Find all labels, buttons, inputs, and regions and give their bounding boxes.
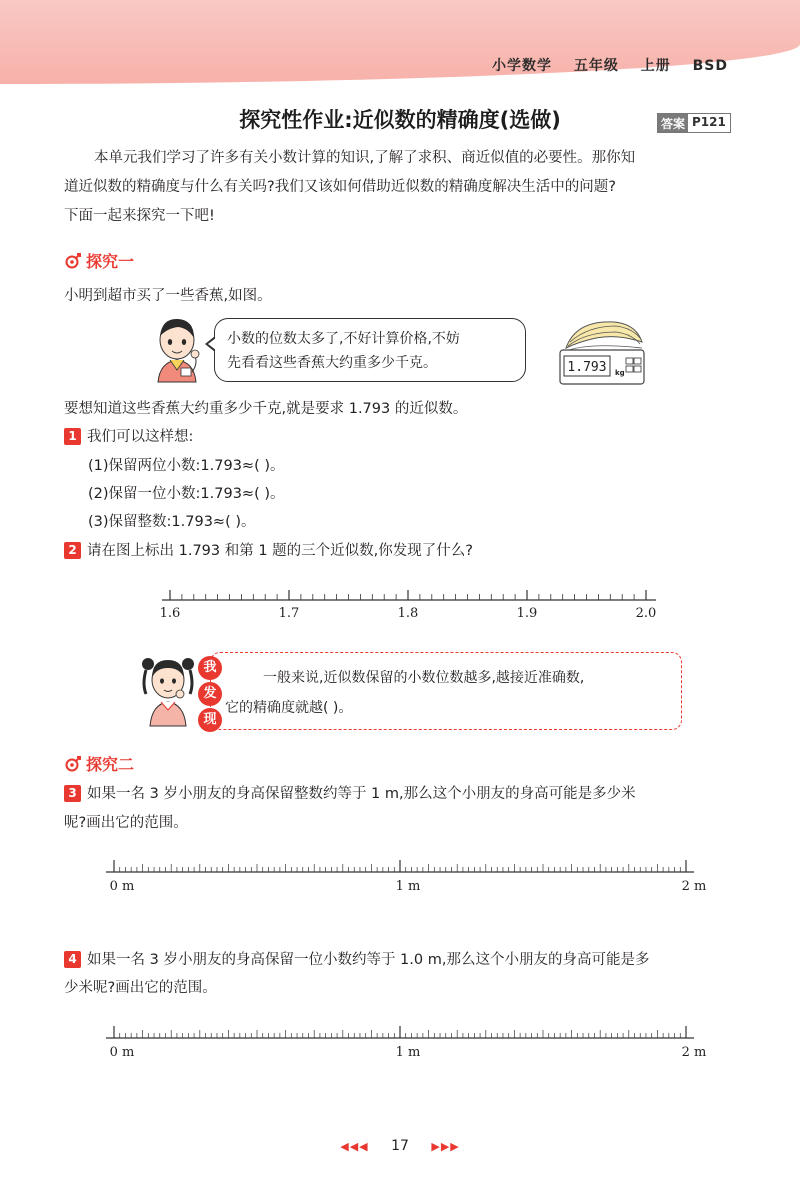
section-1-title: 探究一 (86, 252, 135, 271)
discover-tag (198, 656, 224, 732)
discover-tag-char-3: 现 (198, 708, 222, 732)
ruler-1-label: 2 m (681, 879, 707, 894)
number-line-label: 1.8 (397, 606, 419, 621)
answer-tag-page: P121 (688, 114, 730, 132)
header-edition: BSD (692, 58, 728, 74)
question-2-text: 请在图上标出 1.793 和第 1 题的三个近似数,你发现了什么? (87, 543, 473, 559)
discover-line-2: 它的精确度就越( )。 (225, 700, 353, 716)
discover-box (210, 652, 682, 730)
question-3 (64, 782, 636, 803)
answer-tag-label: 答案 (658, 114, 688, 132)
girl-illustration (138, 650, 198, 728)
scale-display-value: 1.793 (567, 360, 607, 375)
question-1-item-3: (3)保留整数:1.793≈( )。 (88, 514, 256, 530)
explore-icon (64, 755, 82, 773)
discover-tag-char-2: 发 (198, 682, 222, 706)
question-1-item-1: (1)保留两位小数:1.793≈( )。 (88, 458, 285, 474)
number-line-label: 1.9 (516, 606, 538, 621)
intro-line-3: 下面一起来探究一下吧! (64, 208, 215, 224)
number-line-label: 1.6 (159, 606, 181, 621)
intro-line-1: 本单元我们学习了许多有关小数计算的知识,了解了求积、商近似值的必要性。那你知 (94, 150, 636, 166)
ruler-2-label: 0 m (109, 1045, 135, 1060)
question-4 (64, 948, 649, 969)
question-3-line-1: 如果一名 3 岁小朋友的身高保留整数约等于 1 m,那么这个小朋友的身高可能是多少米 (87, 786, 636, 802)
question-1-badge: 1 (64, 428, 81, 445)
requirement-line: 要想知道这些香蕉大约重多少千克,就是要求 1.793 的近似数。 (64, 401, 468, 417)
page-number: 17 (391, 1138, 409, 1154)
left-arrows-icon: ◀◀◀ (340, 1140, 369, 1153)
discover-tag-char-1: 我 (198, 656, 222, 680)
ruler-1-label: 1 m (395, 879, 421, 894)
story-line: 小明到超市买了一些香蕉,如图。 (64, 288, 272, 304)
question-1-text: 我们可以这样想: (87, 429, 194, 445)
header-volume: 上册 (640, 58, 671, 74)
number-line-label: 2.0 (635, 606, 657, 621)
question-4-line-2: 少米呢?画出它的范围。 (64, 980, 217, 996)
section-2-heading (64, 752, 134, 775)
bubble-line-1: 小数的位数太多了,不好计算价格,不妨 (227, 331, 460, 347)
ruler-2-label: 2 m (681, 1045, 707, 1060)
question-4-line-1: 如果一名 3 岁小朋友的身高保留一位小数约等于 1.0 m,那么这个小朋友的身高可能是多 (87, 952, 650, 968)
header-grade: 五年级 (573, 58, 619, 74)
question-2-badge: 2 (64, 542, 81, 559)
header-subject: 小学数学 (492, 58, 552, 74)
page-number-footer (0, 1138, 800, 1154)
number-line-label: 1.7 (278, 606, 300, 621)
bubble-line-2: 先看看这些香蕉大约重多少千克。 (227, 355, 437, 371)
question-3-badge: 3 (64, 785, 81, 802)
question-3-line-2: 呢?画出它的范围。 (64, 815, 188, 831)
question-4-badge: 4 (64, 951, 81, 968)
ruler-1-label: 0 m (109, 879, 135, 894)
right-arrows-icon: ▶▶▶ (431, 1140, 460, 1153)
scale-display-unit: kg (615, 369, 625, 377)
section-2-title: 探究二 (86, 755, 135, 774)
page-title: 探究性作业:近似数的精确度(选做) (239, 108, 561, 132)
ruler-2-label: 1 m (395, 1045, 421, 1060)
question-1-item-2: (2)保留一位小数:1.793≈( )。 (88, 486, 285, 502)
discover-line-1: 一般来说,近似数保留的小数位数越多,越接近准确数, (263, 670, 585, 686)
intro-line-2: 道近似数的精确度与什么有关吗?我们又该如何借助近似数的精确度解决生活中的问题? (64, 179, 616, 195)
